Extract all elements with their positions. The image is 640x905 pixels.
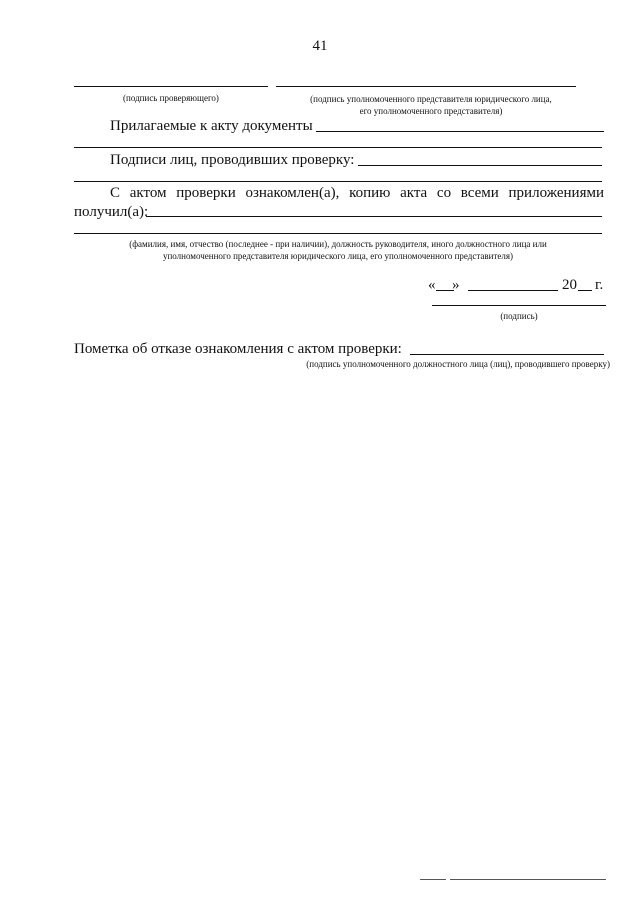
date-year-prefix: 20: [562, 277, 577, 293]
acquainted-caption-line2: уполномоченного представителя юридического лица, его уполномоченного представителя): [162, 251, 514, 261]
attached-documents-line-2: [74, 147, 602, 148]
inspectors-signatures-line-2: [74, 181, 602, 182]
acquainted-text-line2: получил(а):: [74, 204, 149, 220]
representative-signature-caption-line1: (подпись уполномоченного представителя юридического лица,: [310, 94, 552, 104]
inspectors-signatures-line: [358, 165, 602, 166]
inspector-signature-caption: (подпись проверяющего): [123, 93, 219, 103]
date-day-quote-open: «: [428, 277, 436, 293]
footer-rule-short: [420, 879, 446, 880]
signature-caption: (подпись): [500, 311, 538, 321]
refusal-caption: (подпись уполномоченного должностного лица (лиц), проводившего проверку): [306, 359, 610, 369]
acquainted-line1: С актом проверки ознакомлен(а), копию акта со всеми приложениями: [110, 185, 604, 201]
date-month-blank: [468, 290, 558, 291]
date-year-suffix: г.: [595, 277, 604, 293]
date-year-blank: [578, 290, 592, 291]
refusal-label: Пометка об отказе ознакомления с актом проверки:: [74, 341, 402, 357]
page-number: 41: [312, 38, 328, 54]
representative-signature-line: [276, 86, 576, 87]
inspector-signature-line: [74, 86, 268, 87]
attached-documents-label: Прилагаемые к акту документы: [110, 118, 313, 134]
refusal-signature-line: [410, 354, 604, 355]
signature-line: [432, 305, 606, 306]
footer-rule-long: [450, 879, 606, 880]
representative-signature-caption-line2: его уполномоченного представителя): [359, 106, 503, 116]
acquainted-caption-line1: (фамилия, имя, отчество (последнее - при наличии), должность руководителя, иного должностного лица или: [129, 239, 547, 249]
attached-documents-line: [316, 131, 604, 132]
acquainted-full-line: [74, 233, 602, 234]
date-day-quote-close: »: [452, 277, 460, 293]
acquainted-received-line: [146, 216, 602, 217]
inspectors-signatures-label: Подписи лиц, проводивших проверку:: [110, 152, 355, 168]
acquainted-text-line1: [110, 184, 604, 202]
